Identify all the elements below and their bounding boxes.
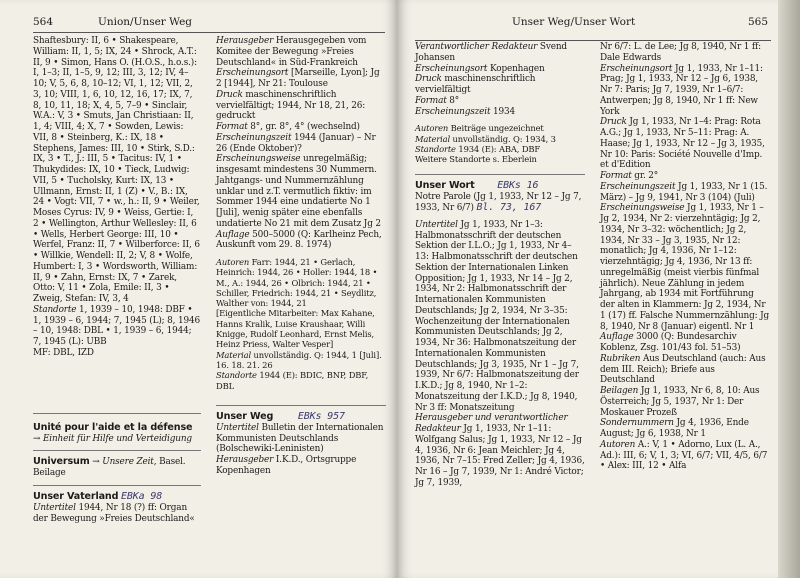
standorte-entry: Standorte 1944 (E): BDIC, BNP, DBF, DBL	[216, 370, 369, 391]
material-entry: Material unvollständig. Q: 1944, 1 [Juli]. 16. 18. 21. 26	[216, 349, 382, 370]
entry-unser-vaterland: Unser Vaterland EBKa 98	[33, 491, 163, 502]
weitere-standorte: Weitere Standorte s. Eberlein	[415, 154, 537, 165]
handwritten-shelfmark: EBKa 98	[121, 491, 163, 502]
auflage-entry: Auflage 500–5000 (Q: Karlheinz Pech, Auskunft vom 29. 8. 1974)	[216, 229, 382, 251]
page-edge	[778, 0, 800, 578]
handwritten-shelfmark: EBKs 16	[497, 180, 539, 192]
running-head: Unser Weg/Unser Wort	[512, 16, 636, 28]
right-column-1	[415, 42, 585, 489]
page-number: 564	[33, 16, 54, 28]
erscheinungszeit-entry: Erscheinungszeit 1934	[415, 106, 516, 117]
continuation-text: Nr 6/7: L. de Lee; Jg 8, 1940, Nr 1 ff: Dale Edwards	[600, 42, 762, 63]
untertitel-entry: Untertitel Bulletin der Internationalen Kommunisten Deutschlands (Bolschewiki-Leninisten)	[216, 422, 384, 455]
handwritten-note: Bl. 73, 167	[476, 202, 542, 214]
format-entry: Format 8°	[415, 95, 460, 106]
erscheinungsort-entry: Erscheinungsort [Marseille, Lyon]; Jg 2 [1944], Nr 21: Toulouse	[216, 68, 380, 89]
entry-divider	[216, 405, 386, 406]
druck-entry: Druck maschinenschriftlich vervielfältigt; 1944, Nr 18, 21, 26: gedruckt	[216, 89, 366, 122]
herausgeber-entry: Herausgeber I.K.D., Ortsgruppe Kopenhagen	[216, 455, 357, 476]
entry-universum: Universum → Unsere Zeit, Basel. Beilage	[33, 456, 186, 479]
left-column-2	[216, 36, 386, 477]
auflage-entry: Auflage 3000 (Q: Bundesarchiv Koblenz, Zsg. 101/43 fol. 51–53)	[600, 332, 741, 353]
right-column-2	[600, 42, 770, 472]
autoren-entry: Autoren A.: V, 1 • Adorno, Lux (L. A., Ad.): III, 6; V, 1, 3; VI, 6/7; VII, 4/5, 6/7 • Alex: III, 12 • Alfa	[600, 439, 768, 472]
field-label: Standorte	[33, 304, 77, 315]
redakteur-entry: Verantwortlicher Redakteur Svend Johansen	[415, 42, 567, 63]
running-head: Union/Unser Weg	[98, 16, 193, 28]
header-rule	[415, 40, 771, 41]
mitarbeiter-note: [Eigentliche Mitarbeiter: Max Kahane, Hanns Kralik, Luise Kraushaar, Willi Knigge, Rudolf Leonhard, Ernst Melis, Heinz Priess, Walter Vesper]	[216, 308, 375, 350]
erscheinungszeit-entry: Erscheinungszeit 1944 (Januar) – Nr 26 (Ende Oktober)?	[216, 132, 376, 154]
mf-entry: MF: DBL, IZD	[33, 347, 94, 358]
right-page	[397, 0, 800, 578]
erscheinungszeit-entry: Erscheinungszeit Jg 1, 1933, Nr 1 (15. März) – Jg 9, 1941, Nr 3 (104) (Juli)	[600, 181, 768, 203]
erscheinungsweise-entry: Erscheinungsweise Jg 1, 1933, Nr 1 – Jg 2, 1934, Nr 2: vierzehntägig; Jg 2, 1934, Nr 3–32: wöchentlich; Jg 2, 1934, Nr 33 – Jg 3, 1935, Nr 12: monatlich; Jg 4, 1936, Nr 1–12: vierzehntägig; Jg 4, 1936, Nr 13 ff: unregelmäßig (meist vierbis fünfmal jährlich). Neue Zählung in jedem Jahrgang, ab 1934 mit Fortführung der alten in Klammern: Jg 2, 1934, Nr 1 (17) ff. Falsche Nummernzählung: Jg 8, 1940, Nr 8 (Januar) eigentl. Nr 1	[600, 203, 770, 332]
autoren-entry: Autoren Farr: 1944, 21 • Gerlach, Heinrich: 1944, 26 • Holler: 1944, 18 • M., A.: 1944, 26 • Olbrich: 1944, 21 • Schiller, Friedrich: 1944, 21 • Seydlitz, Walther von: 1944, 21	[216, 257, 378, 309]
sondernummern-entry: Sondernummern Jg 4, 1936, Ende August; Jg 6, 1938, Nr 1	[600, 418, 749, 439]
left-column-1	[33, 36, 201, 525]
druck-entry: Druck Jg 1, 1933, Nr 1–4: Prag: Rota A.G.; Jg 1, 1933, Nr 5–11: Prag: A. Haase; Jg 1, 1933, Nr 12 – Jg 3, 1935, Nr 10: Paris: Société Nouvelle d'Imp. et d'Edition	[600, 117, 765, 171]
entry-unser-wort: Unser Wort EBKs 16	[415, 180, 539, 192]
beilagen-entry: Beilagen Jg 1, 1933, Nr 6, 8, 10: Aus Österreich; Jg 5, 1937, Nr 1: Der Moskauer Prozeß	[600, 386, 760, 418]
notre-parole-note: Notre Parole (Jg 1, 1933, Nr 12 – Jg 7, 1933, Nr 6/7) Bl. 73, 167	[415, 192, 582, 214]
left-page	[0, 0, 397, 578]
handwritten-shelfmark: EBKs 957	[297, 410, 345, 422]
untertitel-entry: Untertitel Jg 1, 1933, Nr 1–3: Halbmonatsschrift der deutschen Sektion der I.L.O.; Jg 1, 1933, Nr 4–13: Halbmonatsschrift der deutschen Sektion der Internationalen Linken Opposition; Jg 1, 1933, Nr 14 – Jg 2, 1934, Nr 2: Halbmonatsschrift der Internationalen Kommunisten Deutschlands; Jg 2, 1934, Nr 3–35: Wochenzeitung der Internationalen Kommunisten Deutschlands; Jg 2, 1934, Nr 36: Halbmonatszeitung der Internationalen Kommunisten Deutschlands; Jg 3, 1935, Nr 1 – Jg 7, 1939, Nr 6/7: Halbmonatszeitung der I.K.D.; Jg 8, 1940, Nr 1–2: Monatszeitung der I.K.D.; Jg 8, 1940, Nr 3 ff: Monatszeitung	[415, 219, 579, 413]
standorte-entry: Standorte 1934 (E): ABA, DBF	[415, 143, 541, 154]
herausgeber-entry: Herausgeber und verantwortlicher Redakteur Jg 1, 1933, Nr 1–11: Wolfgang Salus; Jg 1, 1933, Nr 12 – Jg 4, 1936, Nr 6: Jean Meichler; Jg 4, 1936, Nr 7–15: Fred Zeller; Jg 4, 1936, Nr 16 – Jg 7, 1939, Nr 1: André Victor; Jg 7, 1939,	[415, 413, 585, 488]
entry-heading: Unité pour l'aide et la défense	[33, 421, 193, 433]
page-number: 565	[748, 16, 769, 28]
druck-entry: Druck maschinenschriftlich vervielfältigt	[415, 74, 536, 95]
header-rule	[33, 32, 385, 33]
author-index-text: Shaftesbury: II, 6 • Shakespeare, William: II, 1, 5; IX, 24 • Shrock, A.T.: II, 9 • Simon, Hans O. (H.O.S., h.o.s.): I, 1–3; II, 1–5, 9, 12; III, 3, 12; IV, 4–10; V, 5, 6, 8, 10–12; VI, 1, 12; VII, 2, 3, 10; VIII, 1, 6, 10, 12, 16, 17; IX, 7, 8, 10, 11, 18; X, 4, 5, 7–9 • Sinclair, W.A.: V, 3 • Smuts, Jan Christiaan: II, 1, 4; VIII, 4; X, 7 • Sowden, Lewis: VII, 8 • Steinberg, K.: IX, 18 • Stephens, James: III, 10 • Stirk, S.D.: IX, 3 • T., J.: III, 5 • Tacitus: IV, 1 • Thukydides: IX, 10 • Tieck, Ludwig: VII, 5 • Tucholsky, Kurt: IX, 13 • Ullmann, Ernst: II, 1 (Z) • V., B.: IX, 24 • Vogt: VII, 7 • w., h.: II, 9 • Weiler, Moses Cyrus: IV, 9 • Weiss, Gertie: I, 2 • Wellington, Arthur Wellesley: II, 6 • Wells, Herbert George: III, 10 • Werfel, Franz: II, 7 • Wilberforce: II, 6 • Willkie, Wendell: II, 2; V, 8 • Wolfe, Humbert: I, 3 • Wordsworth, William: II, 9 • Zahn, Ernst: IX, 7 • Zarek, Otto: V, 11 • Zola, Emile: II, 3 • Zweig, Stefan: IV, 3, 4	[33, 36, 200, 304]
format-entry: Format gr. 2°	[600, 171, 659, 181]
entry-divider	[33, 450, 201, 451]
material-entry: Material unvollständig. Q: 1934, 3	[415, 133, 556, 144]
entry-divider	[33, 413, 201, 414]
format-entry: Format 8°, gr. 8°, 4° (wechselnd)	[216, 122, 360, 132]
entry-divider	[33, 485, 201, 486]
rubriken-entry: Rubriken Aus Deutschland (auch: Aus dem III. Reich); Briefe aus Deutschland	[600, 353, 766, 386]
herausgeber-entry: Herausgeber Herausgegeben vom Komitee der Bewegung »Freies Deutschland« in Süd-Frankreich	[216, 36, 367, 68]
erscheinungsweise-entry: Erscheinungsweise unregelmäßig; insgesamt mindestens 30 Nummern. Jahtgangs- und Nummernzählung unklar und z.T. vermutlich fiktiv: im Sommer 1944 eine undatierte No 1 [Juli], wenig später eine ebenfalls undatierte No 21 mit dem Zusatz Jg 2	[216, 154, 381, 229]
erscheinungsort-entry: Erscheinungsort Jg 1, 1933, Nr 1–11: Prag; Jg 1, 1933, Nr 12 – Jg 6, 1938, Nr 7: Paris; Jg 7, 1939, Nr 1–6/7: Antwerpen; Jg 8, 1940, Nr 1 ff: New York	[600, 63, 763, 117]
cross-reference: → Einheit für Hilfe und Verteidigung	[33, 433, 192, 444]
untertitel-entry: Untertitel 1944, Nr 18 (?) ff: Organ der Bewegung »Freies Deutschland«	[33, 503, 195, 524]
entry-unser-weg: Unser Weg EBKs 957	[216, 410, 345, 422]
entry-divider	[415, 174, 585, 175]
standorte-entry: Standorte 1, 1939 – 10, 1948: DBF • 1, 1939 – 6, 1944; 7, 1945 (L); 8, 1946 – 10, 1948: DBL • 1, 1939 – 6, 1944; 7, 1945 (L): UBB	[33, 304, 200, 347]
erscheinungsort-entry: Erscheinungsort Kopenhagen	[415, 63, 545, 74]
autoren-entry: Autoren Beiträge ungezeichnet	[415, 123, 544, 134]
